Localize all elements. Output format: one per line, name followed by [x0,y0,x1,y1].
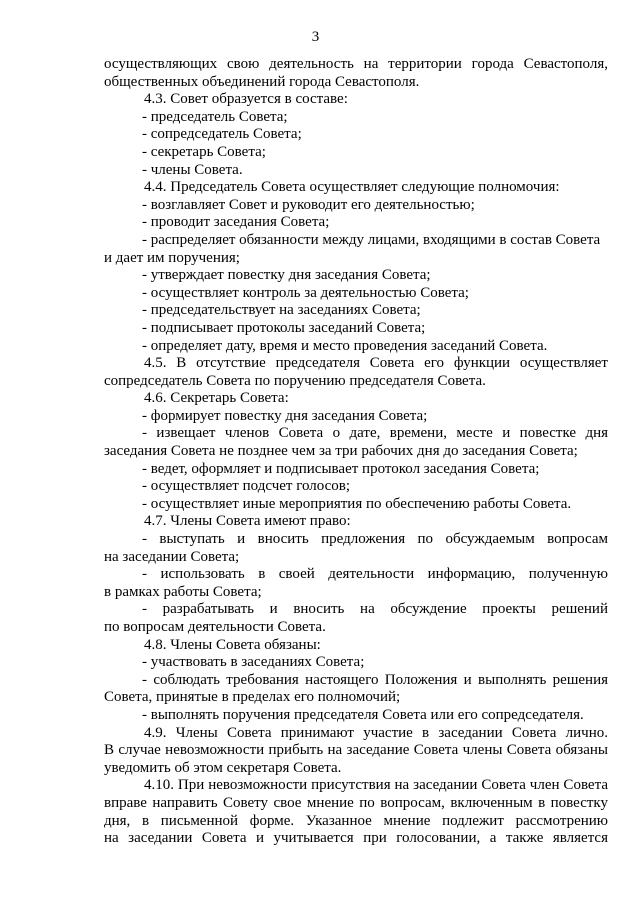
text-line: - определяет дату, время и место проведения заседаний Совета. [142,337,548,354]
text-line: - члены Совета. [142,161,243,178]
text-line: осуществляющих свою деятельность на территории города Севастополя, [104,56,608,72]
text-line: и дает им поручения; [104,249,240,266]
text-line: 4.9. Члены Совета принимают участие в заседании Совета лично. [144,724,608,741]
text-line: - выступать и вносить предложения по обсуждаемым вопросам [142,531,608,548]
text-line: общественных объединений города Севастополя. [104,73,420,90]
text-line: - распределяет обязанности между лицами, входящими в состав Совета [142,231,601,248]
page-number: 3 [311,29,320,45]
text-line: в рамках работы Совета; [104,583,262,600]
text-line: - осуществляет подсчет голосов; [142,478,351,495]
text-line: - выполнять поручения председателя Совета или его сопредседателя. [142,706,584,723]
text-line: 4.5. В отсутствие председателя Совета его функции осуществляет [144,355,608,372]
text-line: 4.10. При невозможности присутствия на заседании Совета член Совета [144,777,608,794]
text-line: - секретарь Совета; [142,143,266,160]
text-line: уведомить об этом секретаря Совета. [104,759,342,776]
text-line: вправе направить Совету свое мнение по вопросам, включенным в повестку [104,794,608,811]
text-line: 4.6. Секретарь Совета: [144,390,289,407]
text-line: Совета, принятые в пределах его полномочий; [104,689,401,706]
text-line: на заседании Совета; [104,548,240,565]
text-line: - использовать в своей деятельности информацию, полученную [142,566,608,583]
text-line: - ведет, оформляет и подписывает протокол заседания Совета; [142,460,540,477]
text-line: - председательствует на заседаниях Совета; [142,302,421,319]
text-line: 4.7. Члены Совета имеют право: [144,513,351,530]
text-line: - участвовать в заседаниях Совета; [142,654,365,671]
text-line: - осуществляет иные мероприятия по обеспечению работы Совета. [142,495,572,512]
text-line: - формирует повестку дня заседания Совета; [142,407,428,424]
text-line: на заседании Совета и учитывается при голосовании, а также является [104,830,608,847]
text-line: - осуществляет контроль за деятельностью Совета; [142,284,469,301]
text-line: - соблюдать требования настоящего Положения и выполнять решения [142,671,608,688]
text-line: - извещает членов Совета о дате, времени, месте и повестке дня [142,425,608,442]
text-line: - подписывает протоколы заседаний Совета; [142,319,426,336]
text-line: 4.8. Члены Совета обязаны: [144,636,321,653]
text-line: - возглавляет Совет и руководит его деятельностью; [142,196,475,213]
text-line: - проводит заседания Совета; [142,214,330,231]
text-line: - председатель Совета; [142,108,288,125]
text-line: сопредседатель Совета по поручению председателя Совета. [104,372,486,389]
text-line: В случае невозможности прибыть на заседание Совета члены Совета обязаны [104,742,608,759]
text-line: - утверждает повестку дня заседания Совета; [142,267,431,284]
text-line: заседания Совета не позднее чем за три рабочих дня до заседания Совета; [104,443,578,460]
text-line: дня, в письменной форме. Указанное мнение подлежит рассмотрению [104,812,608,829]
document-body [104,56,608,848]
text-line: по вопросам деятельности Совета. [104,619,326,635]
text-line: 4.4. Председатель Совета осуществляет следующие полномочия: [144,179,560,196]
text-line: 4.3. Совет образуется в составе: [144,91,348,108]
text-line: - сопредседатель Совета; [142,126,302,143]
text-line: - разрабатывать и вносить на обсуждение проекты решений [142,601,608,618]
